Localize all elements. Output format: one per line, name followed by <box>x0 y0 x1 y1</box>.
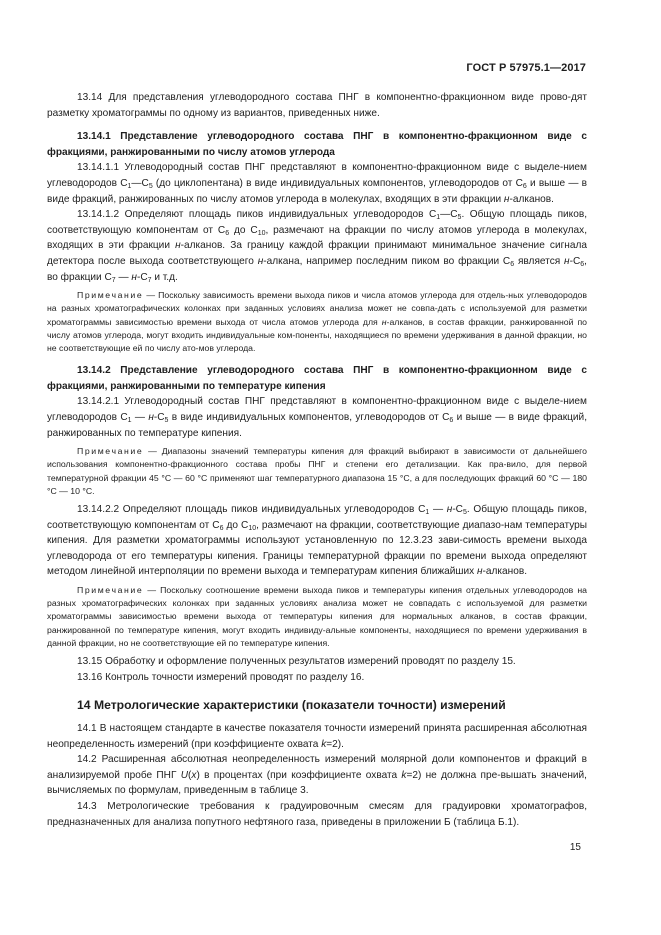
paragraph-13-16: 13.16 Контроль точности измерений проводят по разделу 16. <box>77 671 365 683</box>
paragraph-14-1: 14.1 В настоящем стандарте в качестве показателя точности измерений принята расширенная абсолютная неопределенность измерений (при коэффициенте охвата k=2). <box>47 723 587 750</box>
paragraph-14-2: 14.2 Расширенная абсолютная неопределенность измерений молярной доли компонентов и фракций в анализируемой пробе ПНГ U(x) в процентах (при коэффициенте охвата k=2) не должна пре-вышать значений, вычисляемых по формулам, приведенным в таблице 3. <box>47 754 587 797</box>
paragraph-13-14-1-1: 13.14.1.1 Углеводородный состав ПНГ представляют в компонентно-фракционном виде с выделе-нием углеводородов $C_1—C_5$ (до циклопентана) в виде индивидуальных компонентов, углеводородов от $C_6$ и выше — в виде фракций, ранжированных по числу атомов углерода в молекулах, входящих в эти фракции н-алканов. <box>47 162 587 205</box>
paragraph-14-3: 14.3 Метрологические требования к градуировочным смесям для градуировки хроматографов, предназначенных для анализа попутного нефтяного газа, приведены в приложении Б (таблица Б.1). <box>47 801 587 828</box>
note-3: Примечание — Поскольку соотношение времени выхода пиков и температуры кипения отдельных углеводородов на разных хроматографических колонках при заданных условиях анализа может не совпадать с используемой для разметки хроматограммы зависимостью времени выхода от температуры кипения для нормальных алканов, в состав фракции, ранжированной по температуре кипения, могут входить индивиду-альные компоненты, находящиеся по времени удерживания в данной фракции, но не соответствующие ей по температуре кипения. <box>47 584 587 648</box>
note-label: Примечание <box>77 446 144 457</box>
note-2: Примечание — Диапазоны значений температуры кипения для фракций выбирают в зависимости от дальнейшего использования компонентно-фракционного состава пробы ПНГ и степени его детализации. Как пра-вило, для первой температурной фракции 45 °C — 60 °C применяют шаг температурного диапазона 15 °C, а для последующих фракций 60 °C — 180 °C — 10 °C. <box>47 446 587 496</box>
paragraph-13-14-2-2: 13.14.2.2 Определяют площадь пиков индивидуальных углеводородов $C_1$ — $н-C_5$. Общую площадь пиков, соответствующую компонентам от $C_6$ до $C_{10}$, размечают на фракции, соответствующие диапазо-нам температуры кипения. Для разметки хроматограммы используют установленную по 12.3.23 зави-симость времени выхода углеводорода от его температуры кипения. Границы температурной фракции по времени выхода определяют методом линейной интерполяции по времени выхода и температурам кипения ближайших н-алканов. <box>47 503 587 578</box>
note-1: Примечание — Поскольку зависимость времени выхода пиков и числа атомов углерода для отдель-ных углеводородов на разных хроматографических колонках при заданных условиях анализа может не совпа-дать с используемой для разметки хроматограммы зависимостью времени выхода от числа атомов углерода для н-алканов, в состав фракции, ранжированной по числу атомов углерода, могут входить индивидуальные ком-поненты, находящиеся по времени удерживания в данной фракции, но не соответствующие ей по числу ато-мов углерода. <box>47 290 587 353</box>
heading-13-14-1: 13.14.1 Представление углеводородного состава ПНГ в компонентно-фракционном виде с фракциями, ранжированными по числу атомов углерода <box>47 131 587 158</box>
document-code: ГОСТ Р 57975.1—2017 <box>466 62 586 74</box>
document-body <box>47 90 587 830</box>
paragraph-13-14-2-1: 13.14.2.1 Углеводородный состав ПНГ представляют в компонентно-фракционном виде с выделе-нием углеводородов $C_1$ — $н-C_5$ в виде индивидуальных компонентов, углеводородов от $C_6$ и выше — в виде фракций, ранжированных по температуре кипения. <box>47 396 587 439</box>
paragraph-13-15: 13.15 Обработку и оформление полученных результатов измерений проводят по разделу 15. <box>77 655 516 667</box>
section-14-heading: 14 Метрологические характеристики (показатели точности) измерений <box>77 698 506 713</box>
page-number: 15 <box>569 842 581 853</box>
note-label: Примечание <box>77 584 144 595</box>
heading-13-14-2: 13.14.2 Представление углеводородного состава ПНГ в компонентно-фракционном виде с фракциями, ранжированными по температуре кипения <box>47 365 587 392</box>
paragraph-13-14: 13.14 Для представления углеводородного состава ПНГ в компонентно-фракционном виде прово-дят разметку хроматограммы по одному из вариантов, приведенных ниже. <box>47 92 587 119</box>
note-label: Примечание <box>77 290 144 301</box>
paragraph-13-14-1-2: 13.14.1.2 Определяют площадь пиков индивидуальных углеводородов $C_1—C_5$. Общую площадь пиков, соответствующую компонентам от $C_6$ до $C_{10}$, размечают на фракции по числу атомов углерода в молекулах, входящих в эти фракции н-алканов. За границу каждой фракции принимают минимальное значение сигнала детектора после выхода соответствующего н-алкана, например последним пиком во фракции $C_6$ является $н-C_6$, во фракции $C_7$ — $н-C_7$ и т.д. <box>47 209 588 284</box>
